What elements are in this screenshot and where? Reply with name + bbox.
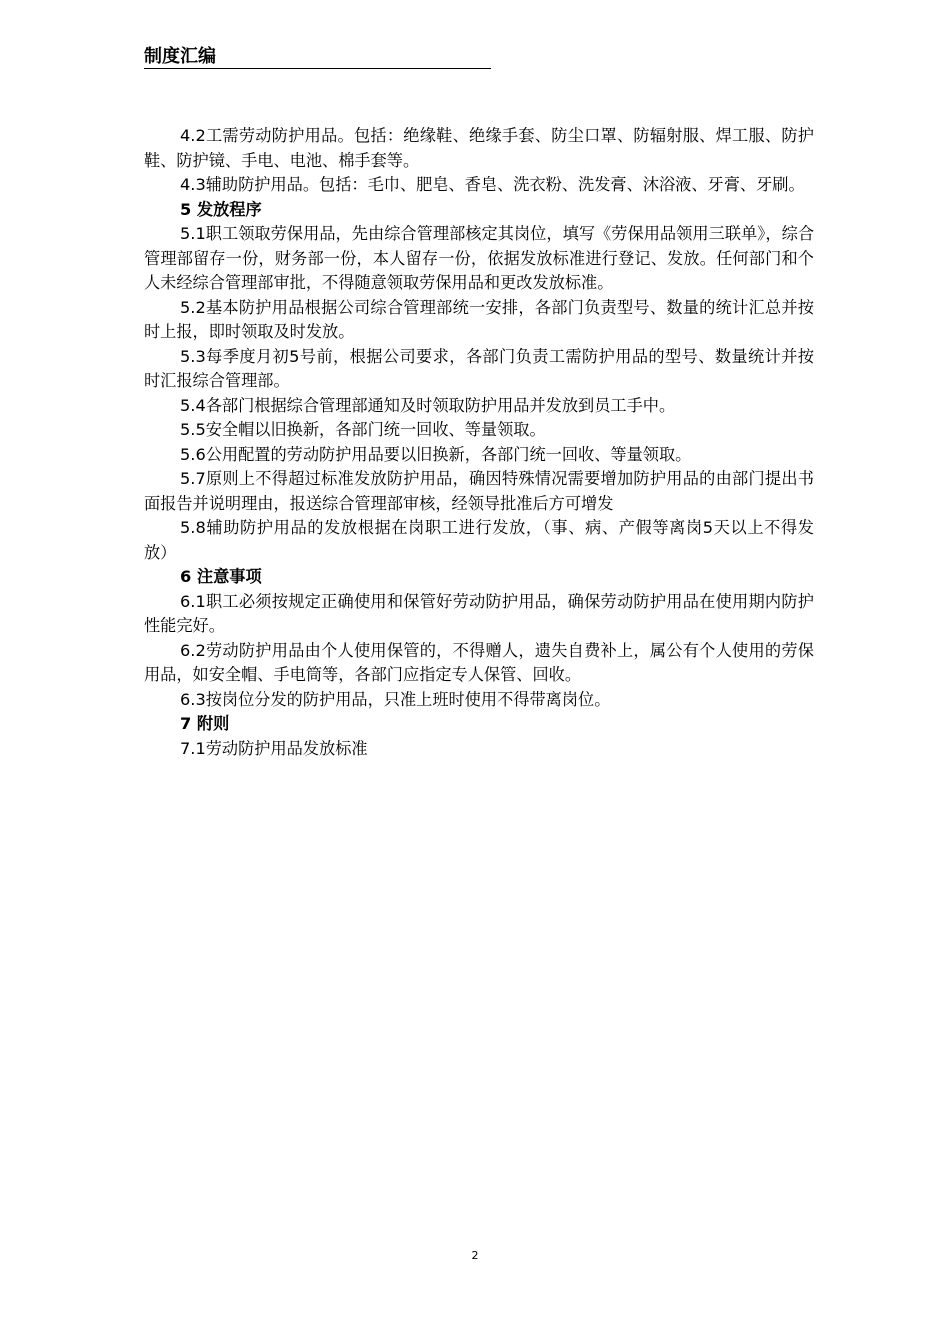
paragraph-6-3: 6.3按岗位分发的防护用品，只准上班时使用不得带离岗位。 (180, 689, 611, 709)
paragraph-5-4: 5.4各部门根据综合管理部通知及时领取防护用品并发放到员工手中。 (180, 395, 676, 415)
paragraph-5-8: 5.8辅助防护用品的发放根据在岗职工进行发放，（事、病、产假等离岗5天以上不得发放） (144, 518, 814, 562)
page-number: 2 (471, 1249, 479, 1262)
paragraph-4-3: 4.3辅助防护用品。包括：毛巾、肥皂、香皂、洗衣粉、洗发膏、沐浴液、牙膏、牙刷。 (180, 175, 805, 194)
section-heading-6: 6 注意事项 (180, 567, 262, 586)
paragraph-5-3: 5.3每季度月初5号前，根据公司要求，各部门负责工需防护用品的型号、数量统计并按时汇报综合管理部。 (144, 346, 814, 390)
paragraph-5-7: 5.7原则上不得超过标准发放防护用品，确因特殊情况需要增加防护用品的由部门提出书面报告并说明理由，报送综合管理部审核，经领导批准后方可增发 (144, 469, 814, 513)
section-heading-5: 5 发放程序 (180, 199, 262, 219)
paragraph-5-1: 5.1职工领取劳保用品，先由综合管理部核定其岗位，填写《劳保用品领用三联单》，综合管理部留存一份，财务部一份，本人留存一份，依据发放标准进行登记、发放。任何部门和个人未经综合管理部审批，不得随意领取劳保用品和更改发放标准。 (144, 224, 814, 292)
paragraph-6-2: 6.2劳动防护用品由个人使用保管的，不得赠人，遗失自费补上，属公有个人使用的劳保用品，如安全帽、手电筒等，各部门应指定专人保管、回收。 (144, 640, 814, 684)
paragraph-7-1: 7.1劳动防护用品发放标准 (180, 738, 368, 758)
paragraph-5-2: 5.2基本防护用品根据公司综合管理部统一安排，各部门负责型号、数量的统计汇总并按时上报，即时领取及时发放。 (144, 297, 814, 341)
paragraph-5-6: 5.6公用配置的劳动防护用品要以旧换新，各部门统一回收、等量领取。 (180, 444, 692, 464)
paragraph-4-2: 4.2工需劳动防护用品。包括：绝缘鞋、绝缘手套、防尘口罩、防辐射服、焊工服、防护鞋、防护镜、手电、电池、棉手套等。 (144, 126, 814, 170)
page-header (144, 46, 491, 69)
paragraph-5-5: 5.5安全帽以旧换新，各部门统一回收、等量领取。 (180, 420, 546, 439)
section-heading-7: 7 附则 (180, 714, 230, 733)
paragraph-6-1: 6.1职工必须按规定正确使用和保管好劳动防护用品，确保劳动防护用品在使用期内防护性能完好。 (144, 591, 814, 635)
header-title: 制度汇编 (144, 46, 216, 67)
document-body (144, 124, 814, 761)
